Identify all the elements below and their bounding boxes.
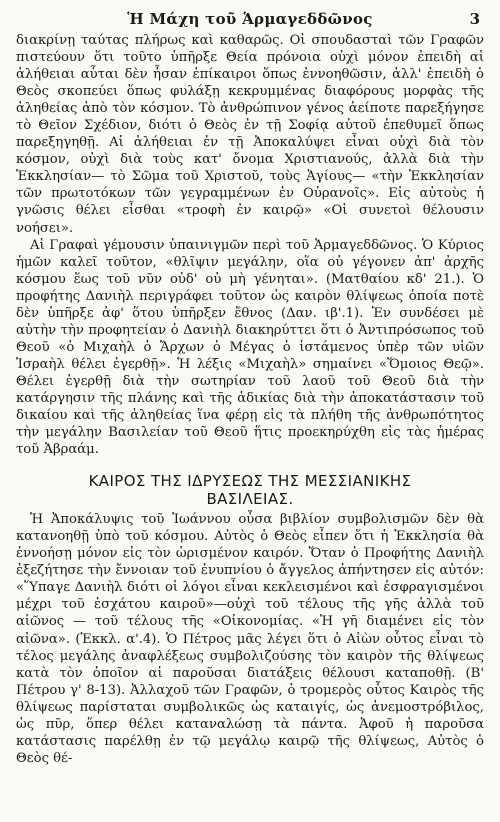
page-number: 3 <box>469 10 480 28</box>
section-heading-line-2: ΒΑΣΙΛΕΙΑΣ. <box>206 490 294 509</box>
running-title: Ἡ Μάχη τοῦ Ἁρμαγεδδῶνος <box>127 10 373 28</box>
body-paragraph-3: Ἡ Ἀποκάλυψις τοῦ Ἰωάννου οὖσα βιβλίον συμβολισμῶν δὲν θὰ κατανοηθῇ ὑπὸ τοῦ κόσμου. Αὐτὸς ὁ Θεὸς εἶπεν ὅτι ἡ Ἐκκλησία θὰ ἐννοήσῃ μόνον εἰς τὸν ὡρισμένον καιρόν. Ὅταν ὁ Προφήτης Δανιὴλ ἐξεζήτησε τὴν ἔννοιαν τοῦ ἐνυπνίου ὁ ἄγγελος ἀπήντησεν εἰς αὐτόν: «Ὕπαγε Δανιὴλ διότι οἱ λόγοι εἶναι κεκλεισμένοι καὶ ἐσφραγισμένοι μέχρι τοῦ ἐσχάτου καιροῦ»—οὐχὶ τοῦ τέλους τῆς γῆς ἀλλὰ τοῦ αἰῶνος — τοῦ τέλους τῆς «Οἰκονομίας. «Ἡ γῆ διαμένει εἰς τὸν αἰῶνα». (Ἐκκλ. α'.4). Ὁ Πέτρος μᾶς λέγει ὅτι ὁ Αἰὼν οὗτος εἶναι τὸ τέλος μεγάλης ἀναφλέξεως συμβολιζούσης τὸν καιρὸν τῆς θλίψεως κατὰ τὸν ὁποῖον αἱ παροῦσαι διατάξεις θέλουσι καταποθῇ. (Β' Πέτρου γ' 8-13). Ἀλλαχοῦ τῶν Γραφῶν, ὁ τρομερὸς οὗτος Καιρὸς τῆς θλίψεως παρίσταται συμβολικῶς ὡς καταιγίς, ὡς ἀνεμοστρόβιλος, ὡς πῦρ, ὅπερ θέλει καταναλώσῃ τὰ πάντα. Ἀφοῦ ἡ παροῦσα κατάστασις παρέλθῃ ἐν τῷ μεγάλῳ καιρῷ τῆς θλίψεως, Αὐτὸς ὁ Θεὸς θέ- <box>16 512 484 766</box>
section-heading-line-1: ΚΑΙΡΟΣ ΤΗΣ ΙΔΡΥΣΕΩΣ ΤΗΣ ΜΕΣΣΙΑΝΙΚΗΣ <box>88 472 412 491</box>
running-header <box>16 8 484 32</box>
body-paragraph-1: διακρίνῃ ταύτας πλήρως καὶ καθαρῶς. Οἱ σπουδασταὶ τῶν Γραφῶν πιστεύουν ὅτι τοῦτο ὑπῆρξε Θεία πρόνοια οὐχὶ μόνον ἐπειδὴ αἱ ἀλήθειαι αὗται δὲν ἦσαν ἐπίκαιροι ὅπως ἐννοηθῶσιν, ἀλλ' ἐπειδὴ ὁ Θεὸς σκοπεύει ὅπως φυλάξῃ κεκρυμμένας διαφόρους μορφὰς τῆς ἀληθείας ἀπὸ τὸν κόσμον. Τὸ ἀνθρώπινον γένος ἀείποτε παρεξήγησε τὸ Θεῖον Σχέδιον, διότι ὁ Θεὸς ἐν τῇ Σοφίᾳ αὐτοῦ ἐπεθυμεῖ ὅπως παρεξηγηθῇ. Αἱ ἀλήθειαι ἐν τῇ Ἀποκαλύψει εἶναι οὐχὶ διὰ τὸν κόσμον, οὐχὶ διὰ τοὺς κατ' ὄνομα Χριστιανούς, ἀλλὰ διὰ τὴν Ἐκκλησίαν— τὸ Σῶμα τοῦ Χριστοῦ, τοὺς Ἁγίους— «τὴν Ἐκκλησίαν τῶν πρωτοτόκων τῶν γεγραμμένων ἐν Οὐρανοῖς». Εἰς αὐτοὺς ἡ γνῶσις θέλει εἶσθαι «τροφὴ ἐν καιρῷ» «Οἱ συνετοὶ θέλουσιν νοήσει». <box>16 33 484 236</box>
section-heading <box>16 472 484 508</box>
body-paragraph-2: Αἱ Γραφαὶ γέμουσιν ὑπαινιγμῶν περὶ τοῦ Ἁρμαγεδδῶνος. Ὁ Κύριος ἡμῶν καλεῖ τοῦτον, «θλῖψιν μεγάλην, οἵα οὐ γέγονεν ἀπ' ἀρχῆς κόσμου ἕως τοῦ νῦν οὐδ' οὐ μὴ γένηται». (Ματθαίου κδ' 21.). Ὁ προφήτης Δανιὴλ περιγράφει τοῦτον ὡς καιρὸν θλίψεως ὁποία ποτὲ δὲν ὑπῆρξε ἀφ' ὅτου ὑπῆρξεν ἔθνος (Δαν. ιβ'.1). Ἐν συνδέσει μὲ αὐτὴν τὴν προφητείαν ὁ Δανιὴλ διακηρύττει ὅτι ὁ Ἀντιπρόσωπος τοῦ Θεοῦ «ὁ Μιχαὴλ ὁ Ἄρχων ὁ Μέγας ὁ ἱστάμενος ὑπὲρ τῶν υἱῶν Ἰσραὴλ θέλει ἐγερθῇ». Ἡ λέξις «Μιχαὴλ» σημαίνει «Ὅμοιος Θεῷ». Θέλει ἐγερθῇ διὰ τὴν σωτηρίαν τοῦ λαοῦ τοῦ Θεοῦ διὰ τὴν κατάργησιν τῆς πλάνης καὶ τῆς ἀδικίας διὰ τὴν ἀποκατάστασιν τοῦ δικαίου καὶ τῆς ἀληθείας ἵνα φέρῃ εἰς τὰ πλήθη τῆς ἀνθρωπότητος τὴν μεγάλην Βασιλείαν τοῦ Θεοῦ ἥτις προεκηρύχθη εἰς τὰς ἡμέρας τοῦ Ἀβραάμ. <box>16 237 484 458</box>
